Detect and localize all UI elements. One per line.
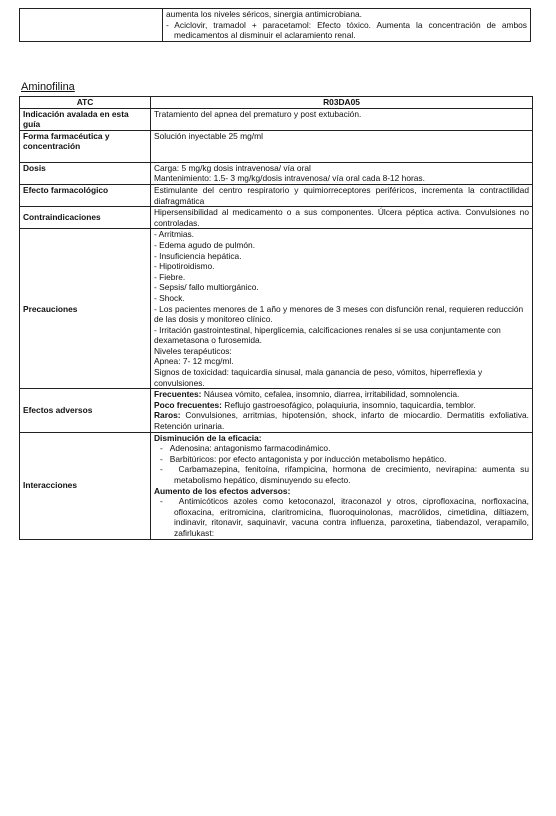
efectos-adversos-row bbox=[20, 389, 533, 432]
continuation-line: aumenta los niveles séricos, sinergia antimicrobiana. bbox=[166, 9, 362, 19]
dosis-value bbox=[151, 162, 533, 184]
precaucion-item: - Arritmias. bbox=[154, 229, 195, 240]
interacciones-label: Interacciones bbox=[20, 432, 151, 539]
efectos-adversos-value bbox=[151, 389, 533, 432]
precaucion-item: Signos de toxicidad: taquicardia sinusal, mala ganancia de peso, vómitos, hiperreflexia y convulsiones. bbox=[154, 367, 483, 388]
precauciones-label: Precauciones bbox=[20, 229, 151, 389]
dosis-label: Dosis bbox=[20, 162, 151, 184]
precaucion-item: - Insuficiencia hepática. bbox=[154, 250, 242, 261]
indicacion-label: Indicación avalada en esta guía bbox=[20, 108, 151, 130]
dosis-line: Carga: 5 mg/kg dosis intravenosa/ vía oral bbox=[154, 162, 311, 173]
interaccion-item: - Carbamazepina, fenitoína, rifampicina, hormona de crecimiento, nevirapina: aumenta su metabolismo hepático, disminuyendo su efecto. bbox=[160, 464, 529, 485]
poco-frecuentes-heading: Poco frecuentes: bbox=[154, 399, 222, 410]
forma-value: Solución inyectable 25 mg/ml bbox=[151, 130, 533, 162]
precaucion-item: - Shock. bbox=[154, 292, 185, 303]
raros-text: Convulsiones, arritmias, hipotensión, shock, infarto de miocardio. Dermatitis exfoliativa. Retención urinaria. bbox=[154, 410, 529, 432]
previous-drug-table-fragment bbox=[19, 8, 531, 42]
atc-label: ATC bbox=[20, 97, 151, 109]
efecto-value: Estimulante del centro respiratorio y quimiorreceptores periféricos, incrementa la contractilidad diafragmática bbox=[151, 184, 533, 206]
empty-label-cell bbox=[20, 9, 163, 42]
atc-code: R03DA05 bbox=[151, 97, 533, 109]
efectos-adversos-label: Efectos adversos bbox=[20, 389, 151, 432]
precaucion-item: - Irritación gastrointestinal, hiperglicemia, calcificaciones renales si se usa conjuntamente con dexametasona o furosemida. bbox=[154, 324, 501, 346]
efecto-row bbox=[20, 184, 533, 206]
interacciones-value bbox=[151, 432, 533, 539]
contraindicaciones-value: Hipersensibilidad al medicamento o a sus componentes. Úlcera péptica activa. Convulsiones no controladas. bbox=[151, 207, 533, 229]
aumento-heading: Aumento de los efectos adversos: bbox=[154, 485, 291, 496]
indicacion-row bbox=[20, 108, 533, 130]
dosis-row bbox=[20, 162, 533, 184]
adversos-poco-frecuentes bbox=[154, 400, 529, 411]
interaccion-item: - Antimicóticos azoles como ketoconazol, itraconazol y otros, ciprofloxacina, norfloxacina, ofloxacina, eritromicina, claritromicina, fluoroquinolonas, macrólidos, cimetidina, diltiazem, indinavir, ritonavir, saquinavir, vacuna contra influenza, paroxetina, tiabendazol, verapamilo, zafirlukast: bbox=[160, 496, 529, 538]
interaction-continuation-cell bbox=[163, 9, 531, 42]
adversos-raros bbox=[154, 410, 529, 431]
continuation-line: - Aciclovir, tramadol + paracetamol: Efecto tóxico. Aumenta la concentración de ambos medicamentos al disminuir el aclaramiento renal. bbox=[166, 19, 527, 41]
precaucion-item: - Sepsis/ fallo multiorgánico. bbox=[154, 282, 259, 293]
precaucion-item: - Hipotiroidismo. bbox=[154, 261, 215, 272]
adversos-frecuentes bbox=[154, 389, 529, 400]
precaucion-item: Niveles terapéuticos: bbox=[154, 345, 232, 356]
interaccion-item: - Barbitúricos: por efecto antagonista y por inducción metabolismo hepático. bbox=[160, 453, 447, 464]
efecto-label: Efecto farmacológico bbox=[20, 184, 151, 206]
precaucion-item: - Los pacientes menores de 1 año y menores de 3 meses con disfunción renal, requieren reducción de las dosis y monitoreo clínico. bbox=[154, 303, 524, 325]
precauciones-value bbox=[151, 229, 533, 389]
indicacion-value: Tratamiento del apnea del prematuro y post extubación. bbox=[151, 108, 533, 130]
raros-heading: Raros: bbox=[154, 410, 181, 421]
forma-label: Forma farmacéutica y concentración bbox=[20, 130, 151, 162]
interaccion-item: - Adenosina: antagonismo farmacodinámico. bbox=[160, 443, 331, 454]
frecuentes-heading: Frecuentes: bbox=[154, 389, 202, 400]
frecuentes-text: Náusea vómito, cefalea, insomnio, diarrea, irritabilidad, somnolencia. bbox=[203, 389, 460, 400]
precaucion-item: - Edema agudo de pulmón. bbox=[154, 239, 256, 250]
drug-info-table bbox=[19, 96, 533, 540]
contraindicaciones-label: Contraindicaciones bbox=[20, 207, 151, 229]
precauciones-row bbox=[20, 229, 533, 389]
precaucion-item: Apnea: 7- 12 mcg/ml. bbox=[154, 356, 234, 367]
contraindicaciones-row bbox=[20, 207, 533, 229]
forma-row bbox=[20, 130, 533, 162]
interacciones-row bbox=[20, 432, 533, 539]
precaucion-item: - Fiebre. bbox=[154, 271, 186, 282]
poco-frecuentes-text: Reflujo gastroesofágico, polaquiuria, insomnio, taquicardia, temblor. bbox=[224, 399, 476, 410]
drug-title: Aminofilina bbox=[21, 81, 75, 93]
disminucion-heading: Disminución de la eficacia: bbox=[154, 432, 262, 443]
atc-header-row bbox=[20, 97, 533, 109]
dosis-line: Mantenimiento: 1.5- 3 mg/kg/dosis intravenosa/ vía oral cada 8-12 horas. bbox=[154, 173, 425, 184]
